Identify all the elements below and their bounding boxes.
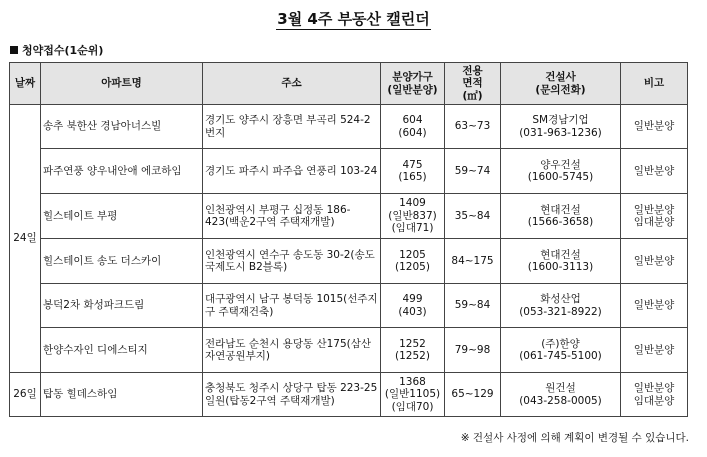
note-cell: 일반분양 xyxy=(621,328,688,373)
header-builder: 건설사 (문의전화) xyxy=(501,63,621,105)
supply-cell: 1252 (1252) xyxy=(381,328,445,373)
note-cell: 일반분양 xyxy=(621,239,688,284)
area-cell: 35~84 xyxy=(445,194,501,239)
area-cell: 63~73 xyxy=(445,105,501,149)
address-cell: 충청북도 청주시 상당구 탑동 223-25 일원(탑동2구역 주택재개발) xyxy=(203,373,381,417)
page-title: 3월 4주 부동산 캘린더 xyxy=(277,10,430,28)
supply-cell: 499 (403) xyxy=(381,284,445,328)
builder-cell: 현대건설 (1566-3658) xyxy=(501,194,621,239)
subscription-table xyxy=(9,62,688,417)
note-cell: 일반분양 임대분양 xyxy=(621,194,688,239)
apartment-cell: 한양수자인 디에스티지 xyxy=(41,328,203,373)
address-cell: 대구광역시 남구 봉덕동 1015(선주지구 주택재건축) xyxy=(203,284,381,328)
supply-cell: 1409 (일반837) (임대71) xyxy=(381,194,445,239)
area-cell: 79~98 xyxy=(445,328,501,373)
address-cell: 경기도 양주시 장흥면 부곡리 524-2번지 xyxy=(203,105,381,149)
builder-cell: 양우건설 (1600-5745) xyxy=(501,149,621,194)
table-row xyxy=(10,194,688,239)
supply-cell: 475 (165) xyxy=(381,149,445,194)
address-cell: 인천광역시 연수구 송도동 30-2(송도국제도시 B2블록) xyxy=(203,239,381,284)
address-cell: 전라남도 순천시 용당동 산175(삼산자연공원부지) xyxy=(203,328,381,373)
header-date: 날짜 xyxy=(10,63,41,105)
area-cell: 65~129 xyxy=(445,373,501,417)
table-row xyxy=(10,105,688,149)
header-area: 전용 면적 (㎡) xyxy=(445,63,501,105)
section-heading xyxy=(10,42,103,58)
table-row xyxy=(10,284,688,328)
apartment-cell: 탑동 힐데스하임 xyxy=(41,373,203,417)
header-note: 비고 xyxy=(621,63,688,105)
area-cell: 59~74 xyxy=(445,149,501,194)
area-cell: 59~84 xyxy=(445,284,501,328)
table-row xyxy=(10,149,688,194)
apartment-cell: 봉덕2차 화성파크드림 xyxy=(41,284,203,328)
table-row xyxy=(10,239,688,284)
footnote: ※ 건설사 사정에 의해 계획이 변경될 수 있습니다. xyxy=(460,432,689,444)
supply-cell: 1368 (일반1105) (임대70) xyxy=(381,373,445,417)
apartment-cell: 송추 북한산 경남아너스빌 xyxy=(41,105,203,149)
address-cell: 경기도 파주시 파주읍 연풍리 103-24 xyxy=(203,149,381,194)
note-cell: 일반분양 xyxy=(621,149,688,194)
header-address: 주소 xyxy=(203,63,381,105)
note-cell: 일반분양 xyxy=(621,284,688,328)
date-cell: 24일 xyxy=(10,105,41,373)
builder-cell: 원건설 (043-258-0005) xyxy=(501,373,621,417)
note-cell: 일반분양 xyxy=(621,105,688,149)
builder-cell: (주)한양 (061-745-5100) xyxy=(501,328,621,373)
builder-cell: 화성산업 (053-321-8922) xyxy=(501,284,621,328)
date-cell: 26일 xyxy=(10,373,41,417)
table-row xyxy=(10,373,688,417)
note-cell: 일반분양 임대분양 xyxy=(621,373,688,417)
apartment-cell: 파주연풍 양우내안애 에코하임 xyxy=(41,149,203,194)
address-cell: 인천광역시 부평구 십정동 186-423(백운2구역 주택재개발) xyxy=(203,194,381,239)
supply-cell: 1205 (1205) xyxy=(381,239,445,284)
square-bullet-icon xyxy=(10,46,18,54)
table-row xyxy=(10,328,688,373)
builder-cell: 현대건설 (1600-3113) xyxy=(501,239,621,284)
builder-cell: SM경남기업 (031-963-1236) xyxy=(501,105,621,149)
section-label: 청약접수(1순위) xyxy=(22,44,104,57)
area-cell: 84~175 xyxy=(445,239,501,284)
table-header-row xyxy=(10,63,688,105)
supply-cell: 604 (604) xyxy=(381,105,445,149)
header-apartment: 아파트명 xyxy=(41,63,203,105)
apartment-cell: 힐스테이트 송도 더스카이 xyxy=(41,239,203,284)
header-supply: 분양가구 (일반분양) xyxy=(381,63,445,105)
apartment-cell: 힐스테이트 부평 xyxy=(41,194,203,239)
